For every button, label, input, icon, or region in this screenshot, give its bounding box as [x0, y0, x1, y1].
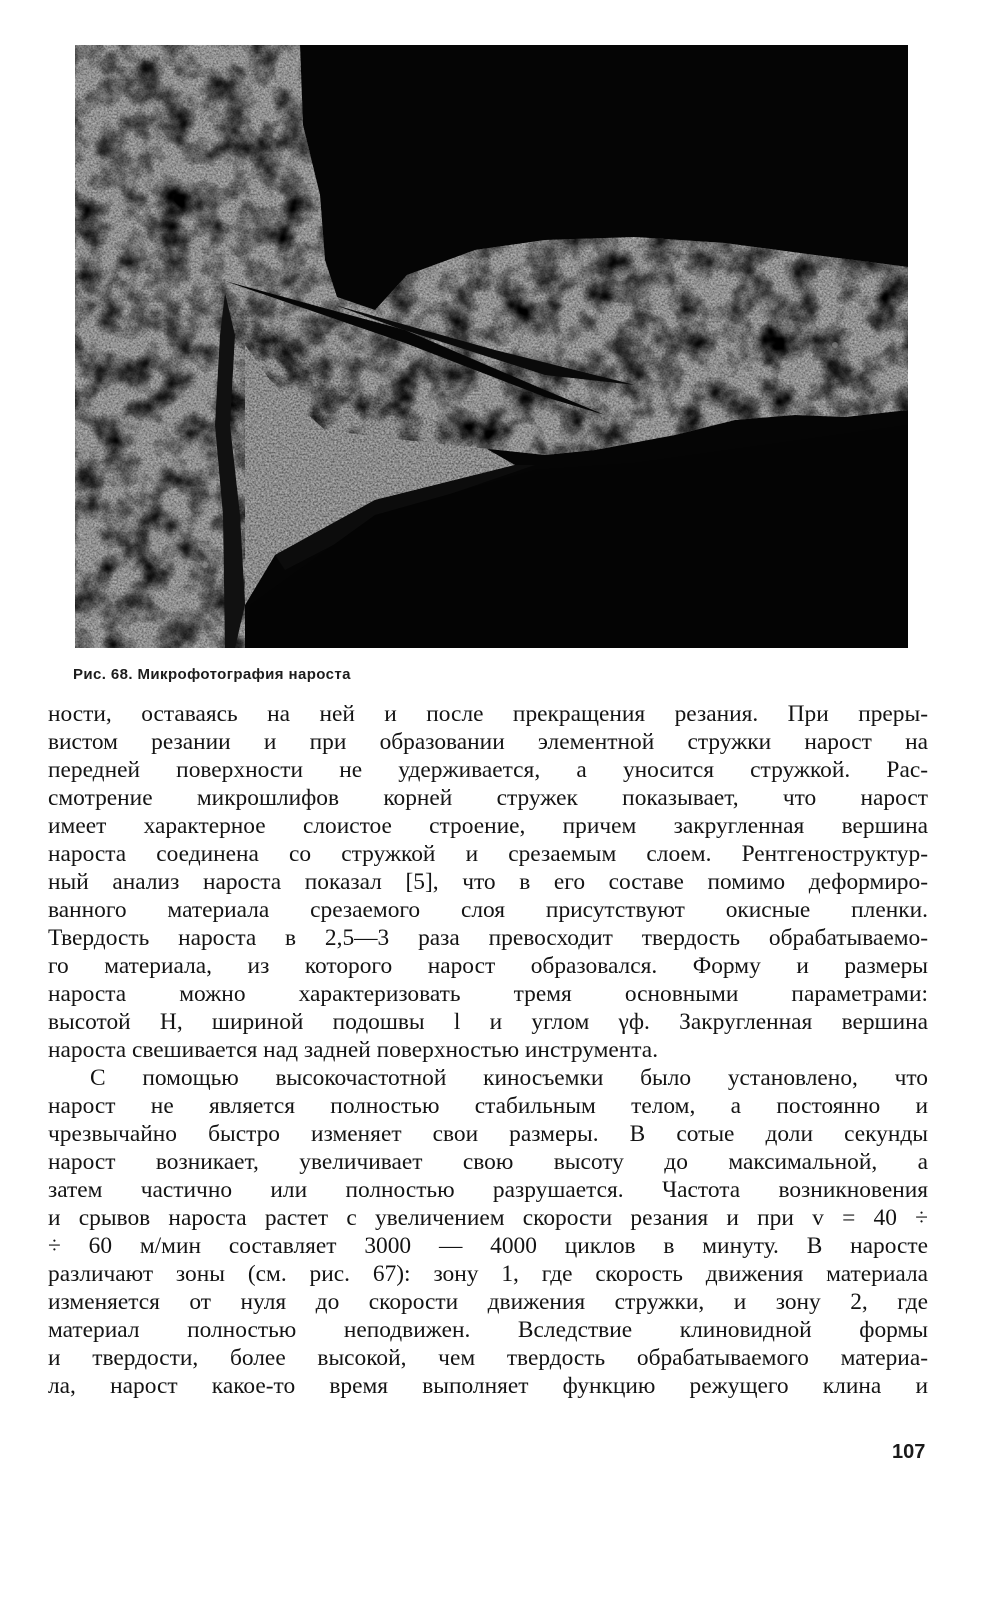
text-line: нароста свешивается над задней поверхностью инструмента.	[48, 1037, 659, 1063]
text-line: и твердости, более высокой, чем твердость обрабатываемого материа-	[48, 1345, 928, 1371]
text-line: ла, нарост какое-то время выполняет функцию режущего клина и	[48, 1373, 928, 1399]
text-line: имеет характерное слоистое строение, причем закругленная вершина	[48, 813, 928, 839]
text-line: смотрение микрошлифов корней стружек показывает, что нарост	[48, 785, 928, 811]
micrograph-image	[75, 45, 908, 648]
text-line: материал полностью неподвижен. Вследствие клиновидной формы	[48, 1317, 928, 1343]
text-line: ности, оставаясь на ней и после прекращения резания. При преры-	[48, 701, 928, 727]
text-line: затем частично или полностью разрушается. Частота возникновения	[48, 1177, 928, 1203]
text-line: нарост не является полностью стабильным телом, а постоянно и	[48, 1093, 928, 1119]
text-line: вистом резании и при образовании элементной стружки нарост на	[48, 729, 928, 755]
text-line: нарост возникает, увеличивает свою высоту до максимальной, а	[48, 1149, 928, 1175]
text-line: различают зоны (см. рис. 67): зону 1, где скорость движения материала	[48, 1261, 928, 1287]
figure-caption: Рис. 68. Микрофотография нароста	[73, 666, 351, 683]
text-line: ÷ 60 м/мин составляет 3000 — 4000 циклов в минуту. В наросте	[48, 1233, 928, 1259]
text-line: С помощью высокочастотной киносъемки было установлено, что	[90, 1065, 928, 1091]
text-line: нароста соединена со стружкой и срезаемым слоем. Рентгеноструктур-	[48, 841, 928, 867]
body-text	[48, 700, 928, 1400]
text-line: нароста можно характеризовать тремя основными параметрами:	[48, 981, 928, 1007]
text-line: передней поверхности не удерживается, а уносится стружкой. Рас-	[48, 757, 928, 783]
page-number: 107	[892, 1441, 926, 1463]
paragraph	[48, 1064, 928, 1400]
micrograph-figure	[75, 45, 908, 648]
text-line: и срывов нароста растет с увеличением скорости резания и при v = 40 ÷	[48, 1205, 928, 1231]
text-line: Твердость нароста в 2,5—3 раза превосходит твердость обрабатываемо-	[48, 925, 928, 951]
text-line: высотой H, шириной подошвы l и углом γф. Закругленная вершина	[48, 1009, 928, 1035]
text-line: изменяется от нуля до скорости движения стружки, и зону 2, где	[48, 1289, 928, 1315]
paragraph	[48, 700, 928, 1064]
text-line: ванного материала срезаемого слоя присутствуют окисные пленки.	[48, 897, 928, 923]
text-line: ный анализ нароста показал [5], что в его составе помимо деформиро-	[48, 869, 928, 895]
text-line: чрезвычайно быстро изменяет свои размеры. В сотые доли секунды	[48, 1121, 928, 1147]
text-line: го материала, из которого нарост образовался. Форму и размеры	[48, 953, 928, 979]
